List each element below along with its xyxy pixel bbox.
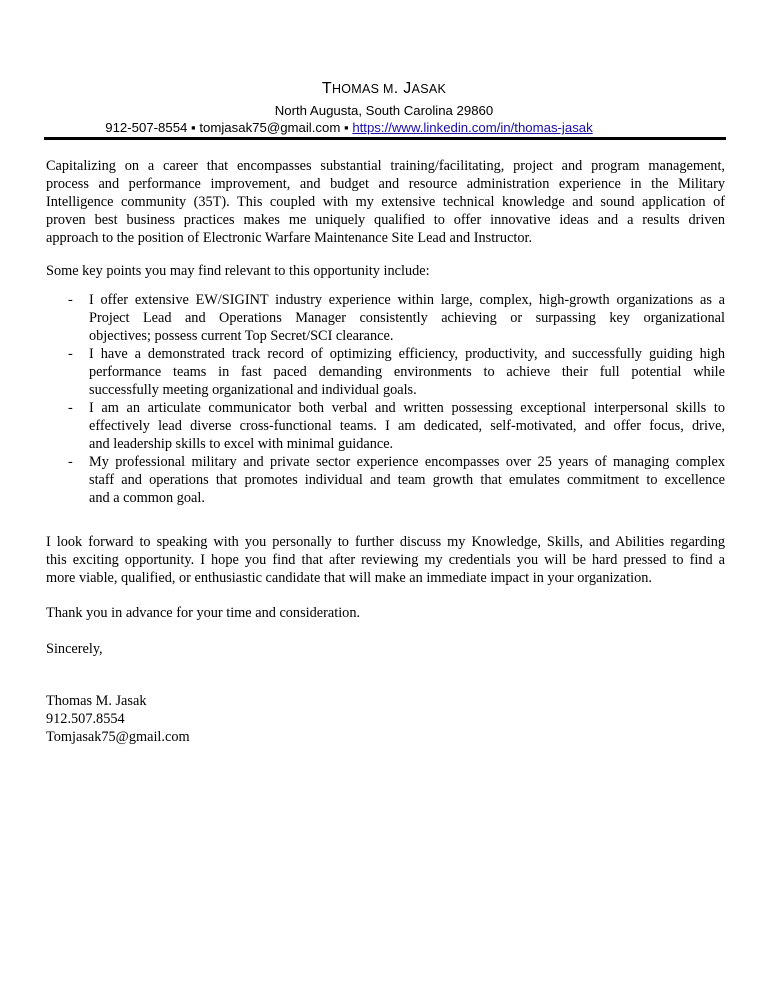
intro-paragraph bbox=[46, 157, 725, 247]
signoff-text: Sincerely, bbox=[46, 641, 103, 657]
name-part: ASAK bbox=[411, 82, 447, 96]
bullet-dash: - bbox=[68, 454, 73, 470]
text-line: I look forward to speaking with you personally to further discuss my Knowledge, Skills, and Abilities regarding bbox=[46, 534, 725, 550]
text-line: more viable, qualified, or enthusiastic candidate that will make an immediate impact in your organization. bbox=[46, 570, 652, 586]
signature-email: Tomjasak75@gmail.com bbox=[46, 729, 190, 745]
text-line: My professional military and private sector experience encompasses over 25 years of managing complex bbox=[89, 454, 725, 470]
text-line: objectives; possess current Top Secret/SCI clearance. bbox=[89, 328, 394, 344]
name-part: . bbox=[393, 80, 404, 97]
closing-paragraph bbox=[46, 533, 725, 587]
thanks-text: Thank you in advance for your time and consideration. bbox=[46, 605, 361, 621]
text-line: staff and operations that promotes individual and team growth that emulates commitment to excellence bbox=[89, 472, 725, 488]
bullet-dash: - bbox=[68, 346, 73, 362]
contact-line bbox=[0, 120, 733, 135]
name-part: J bbox=[403, 80, 412, 97]
text-line: performance teams in fast paced demanding environments to achieve their full potential while bbox=[89, 364, 725, 380]
signature-name: Thomas M. Jasak bbox=[46, 693, 147, 709]
address: North Augusta, South Carolina 29860 bbox=[274, 103, 494, 118]
text-line: I am an articulate communicator both verbal and written possessing exceptional interpersonal skills to bbox=[89, 400, 725, 416]
text-line: Capitalizing on a career that encompasses substantial training/facilitating, project and program management, bbox=[46, 158, 725, 174]
text-line: process and performance improvement, and budget and resource administration experience in the Military bbox=[46, 176, 725, 192]
bullet-text bbox=[89, 399, 725, 453]
signature-phone: 912.507.8554 bbox=[46, 711, 125, 727]
text-line: and a common goal. bbox=[89, 490, 205, 506]
text-line: I offer extensive EW/SIGINT industry experience within large, complex, high-growth organizations as a bbox=[89, 292, 725, 308]
bullet-dash: - bbox=[68, 400, 73, 416]
text-line: this exciting opportunity. I hope you find that after reviewing my credentials you will be hard pressed to find a bbox=[46, 552, 725, 568]
name-part: T bbox=[321, 80, 332, 97]
text-line: Project Lead and Operations Manager consistently achieving or surpassing key organizational bbox=[89, 310, 725, 326]
signoff bbox=[46, 640, 725, 658]
bullet-text bbox=[89, 453, 725, 507]
text-line: effectively lead diverse cross-functional teams. I am dedicated, self-motivated, and offer focus, drive, bbox=[89, 418, 725, 434]
signature-block bbox=[46, 692, 725, 746]
lead-in bbox=[46, 262, 725, 280]
bullet-dash: - bbox=[68, 292, 73, 308]
bullet-text bbox=[89, 345, 725, 399]
bullet-text bbox=[89, 291, 725, 345]
phone-email: 912-507-8554 ▪ tomjasak75@gmail.com ▪ bbox=[105, 120, 353, 135]
thanks bbox=[46, 604, 725, 622]
text-line: approach to the position of Electronic Warfare Maintenance Site Lead and Instructor. bbox=[46, 230, 533, 246]
text-line: proven best business practices makes me uniquely qualified to offer innovative ideas and a results driven bbox=[46, 212, 725, 228]
text-line: and leadership skills to excel with minimal guidance. bbox=[89, 436, 394, 452]
linkedin-link[interactable]: https://www.linkedin.com/in/thomas-jasak bbox=[352, 120, 593, 135]
header-divider bbox=[44, 137, 726, 140]
applicant-name bbox=[0, 80, 768, 98]
text-line: Intelligence community (35T). This coupled with my extensive technical knowledge and sound application of bbox=[46, 194, 725, 210]
text-line: successfully meeting organizational and individual goals. bbox=[89, 382, 417, 398]
lead-in-text: Some key points you may find relevant to this opportunity include: bbox=[46, 263, 430, 279]
text-line: I have a demonstrated track record of optimizing efficiency, productivity, and successfully guiding high bbox=[89, 346, 725, 362]
name-part: HOMAS M bbox=[331, 82, 394, 96]
